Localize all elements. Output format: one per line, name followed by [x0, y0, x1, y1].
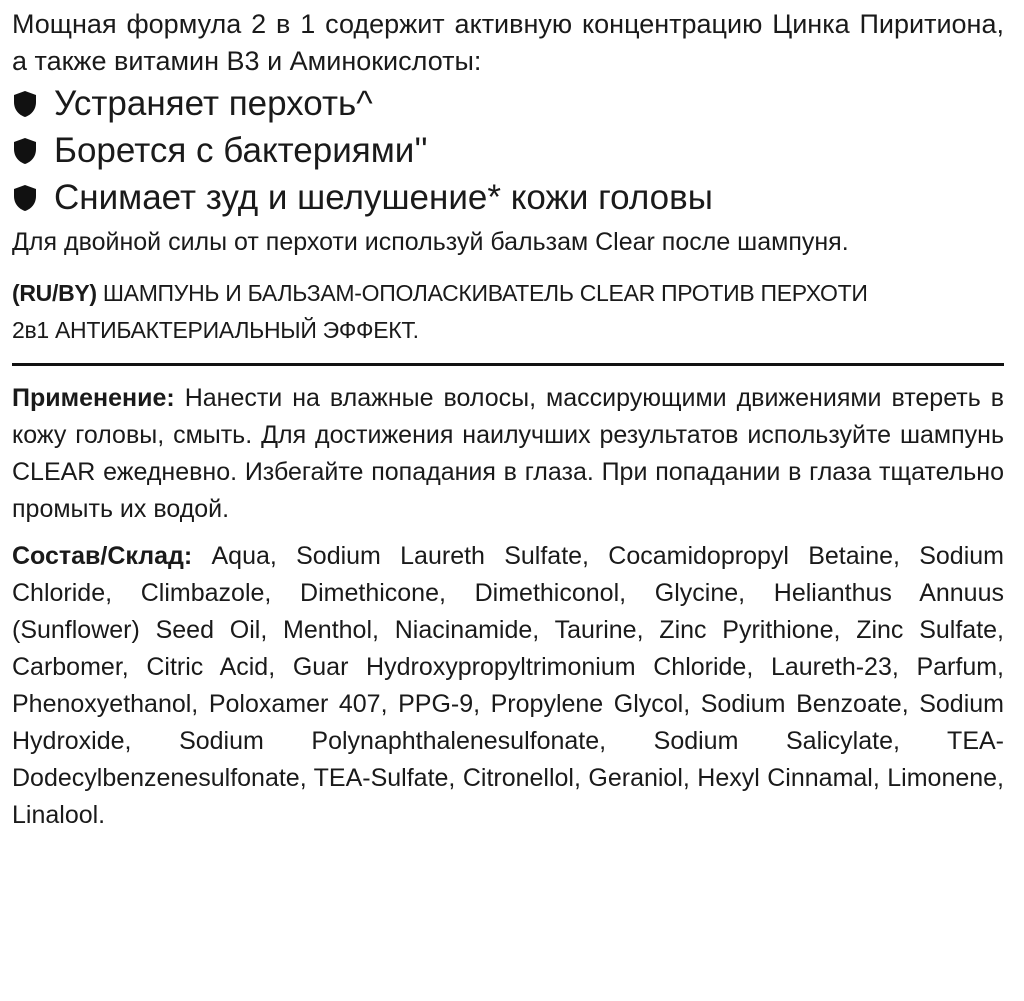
product-title: ШАМПУНЬ И БАЛЬЗАМ-ОПОЛАСКИВАТЕЛЬ CLEAR ПРОТИВ ПЕРХОТИ	[96, 280, 868, 306]
ingredients-paragraph	[12, 538, 1004, 834]
benefit-text: Устраняет перхоть^	[54, 84, 373, 123]
benefits-list	[12, 80, 1004, 221]
usage-label: Применение:	[12, 384, 175, 412]
intro-paragraph: Мощная формула 2 в 1 содержит активную концентрацию Цинка Пиритиона, а также витамин В3 и Аминокислоты:	[12, 9, 1004, 76]
usage-paragraph	[12, 380, 1004, 528]
shield-icon	[12, 90, 38, 118]
section-divider	[12, 363, 1004, 366]
benefit-item	[12, 174, 1004, 221]
benefit-text: Борется с бактериями''	[54, 131, 428, 170]
benefit-text: Снимает зуд и шелушение* кожи головы	[54, 178, 713, 217]
region-code: (RU/BY)	[12, 280, 97, 306]
shield-icon	[12, 137, 38, 165]
label-text-panel	[12, 6, 1004, 834]
usage-text: Нанести на влажные волосы, массирующими движениями втереть в кожу головы, смыть. Для достижения наилучших результатов используйте шампунь CLEAR ежедневно. Избегайте попадания в глаза. При попадании в глаза тщательно промыть их водой.	[12, 384, 1004, 523]
benefit-item	[12, 127, 1004, 174]
product-name	[12, 275, 1004, 349]
product-subtitle: 2в1 АНТИБАКТЕРИАЛЬНЫЙ ЭФФЕКТ.	[12, 317, 419, 343]
balm-tip: Для двойной силы от перхоти используй бальзам Clear после шампуня.	[12, 228, 849, 256]
ingredients-label: Состав/Склад:	[12, 542, 193, 570]
benefit-item	[12, 80, 1004, 127]
ingredients-text: Aqua, Sodium Laureth Sulfate, Cocamidopropyl Betaine, Sodium Chloride, Climbazole, Dimethicone, Dimethiconol, Glycine, Helianthus Annuus (Sunflower) Seed Oil, Menthol, Niacinamide, Taurine, Zinc Pyrithione, Zinc Sulfate, Carbomer, Citric Acid, Guar Hydroxypropyltrimonium Chloride, Laureth-23, Parfum, Phenoxyethanol, Poloxamer 407, PPG-9, Propylene Glycol, Sodium Benzoate, Sodium Hydroxide, Sodium Polynaphthalenesulfonate, Sodium Salicylate, TEA-Dodecylbenzenesulfonate, TEA-Sulfate, Citronellol, Geraniol, Hexyl Cinnamal, Limonene, Linalool.	[12, 542, 1004, 829]
shield-icon	[12, 184, 38, 212]
